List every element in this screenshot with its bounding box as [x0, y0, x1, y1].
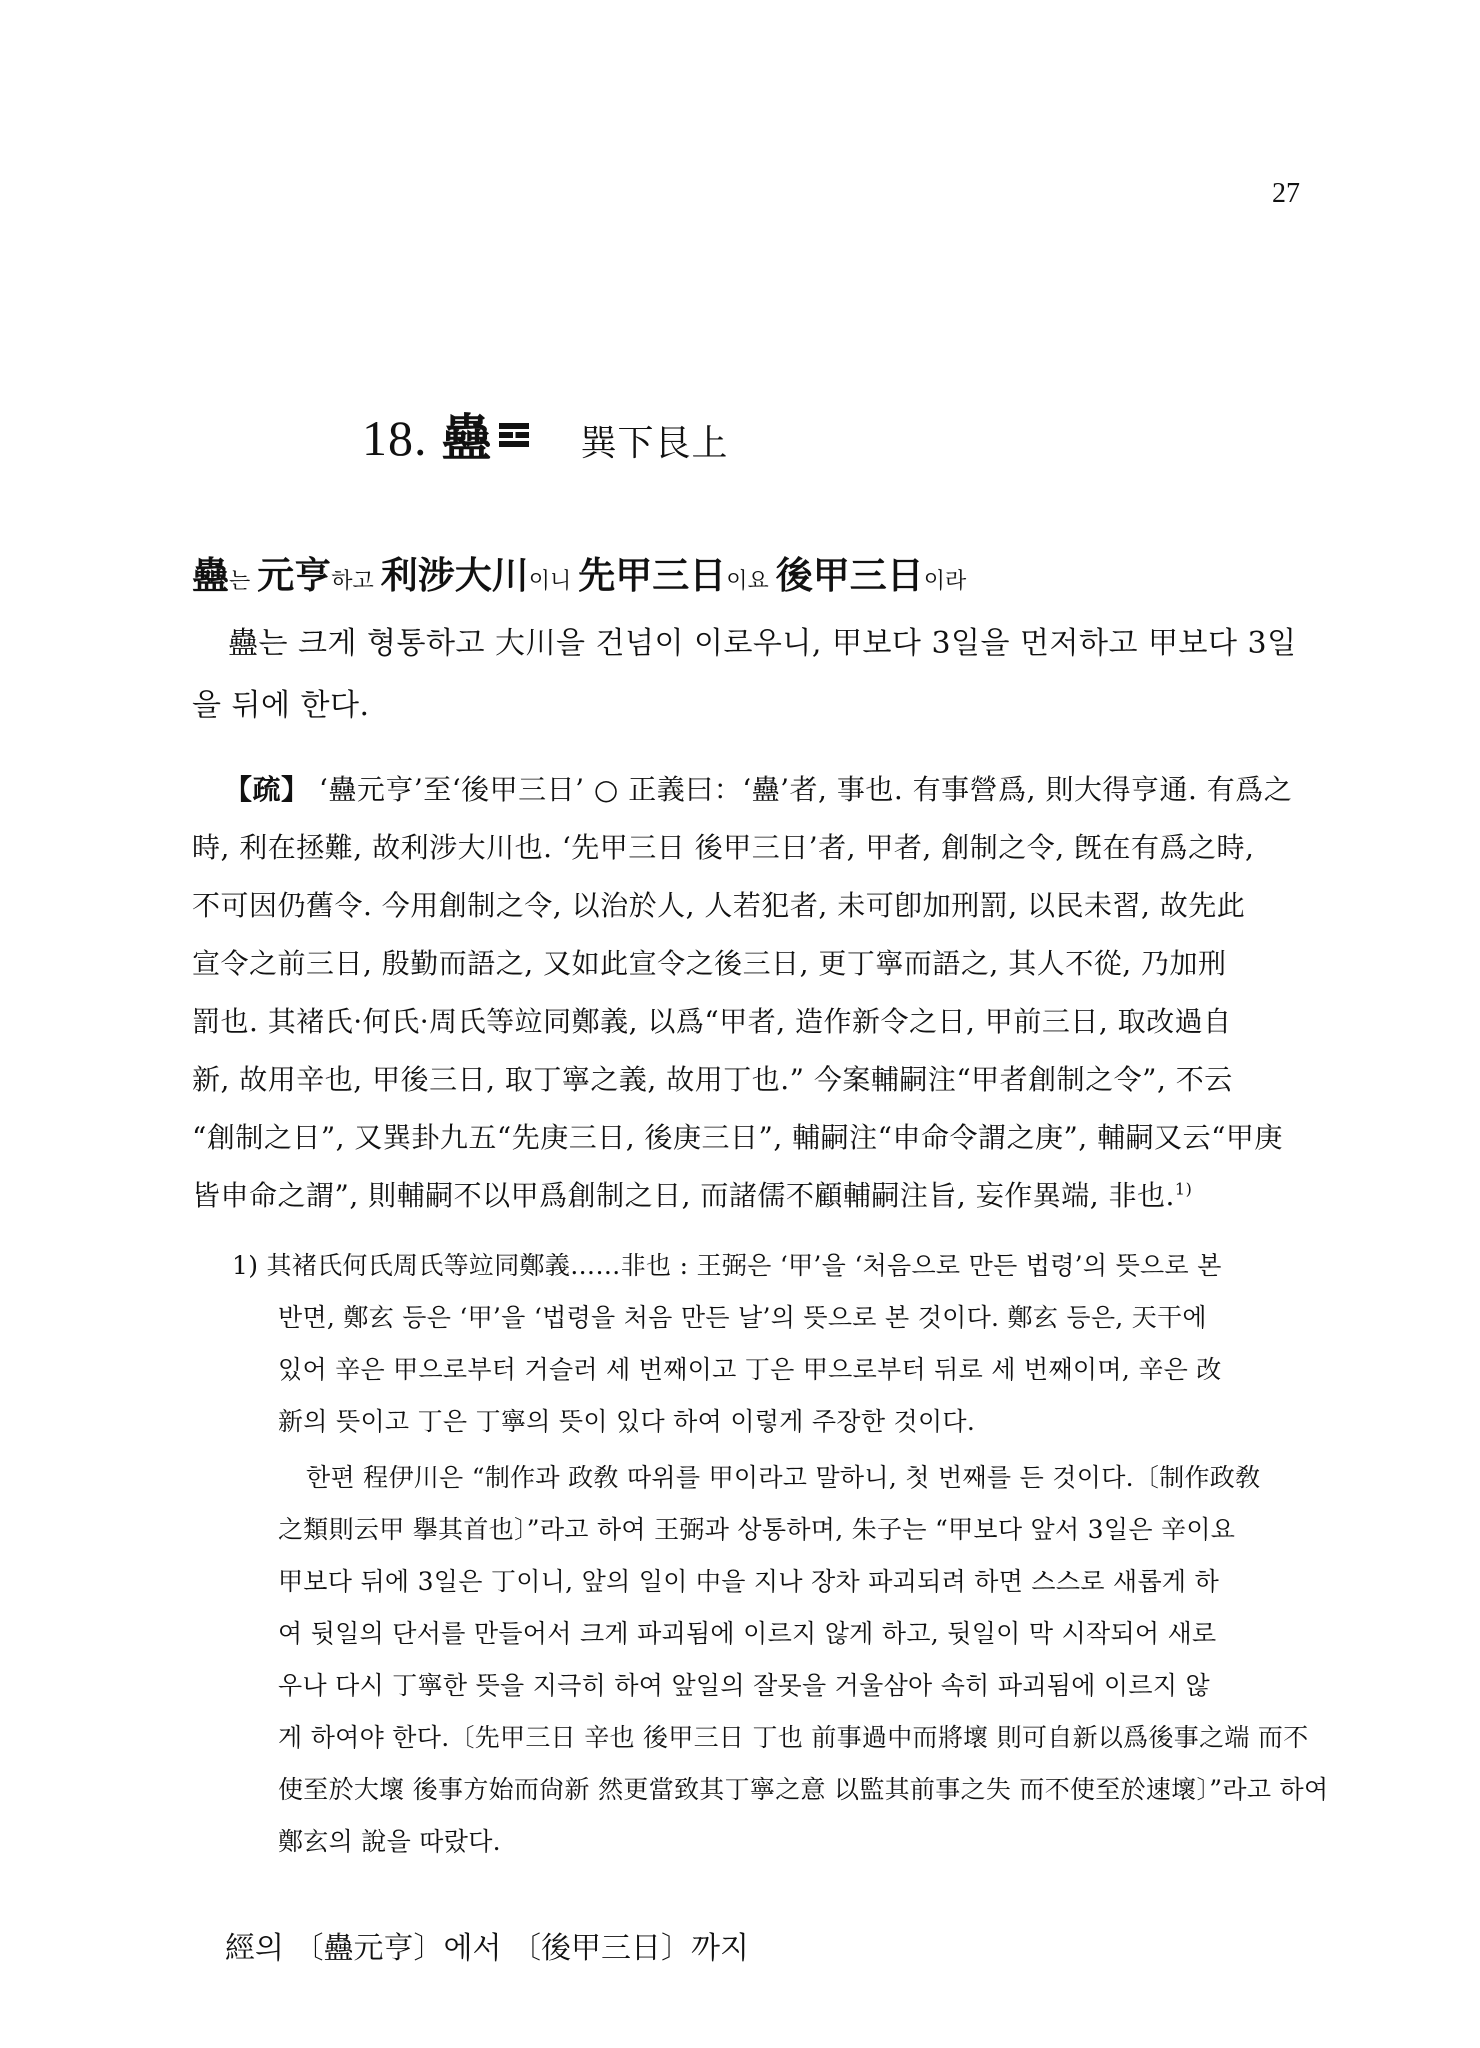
commentary-line	[224, 768, 1314, 808]
commentary-line: 宣令之前三日, 殷勤而語之, 又如此宣令之後三日, 更丁寧而語之, 其人不從, 乃加刑	[192, 947, 1227, 980]
classic-segment: 이라	[923, 569, 967, 594]
footnote-line: 使至於大壞 後事方始而尙新 然更當致其丁寧之意 以監其前事之失 而不使至於速壞〕”라고 하여	[278, 1775, 1329, 1804]
footnote-line: 之類則云甲 擧其首也〕”라고 하여 王弼과 상통하며, 朱子는 “甲보다 앞서 3일은 辛이요	[278, 1515, 1236, 1544]
classic-segment: 하고	[331, 569, 381, 594]
page-number: 27	[1272, 178, 1300, 209]
classic-segment: 後甲三日	[775, 553, 924, 597]
footnote-line: 있어 辛은 甲으로부터 거슬러 세 번째이고 丁은 甲으로부터 뒤로 세 번째이며, 辛은 改	[278, 1355, 1222, 1384]
translation-line: 蠱는 크게 형통하고 大川을 건넘이 이로우니, 甲보다 3일을 먼저하고 甲보다 3일	[228, 626, 1297, 661]
classic-segment: 先甲三日	[578, 553, 727, 597]
footnote-line	[232, 1246, 1292, 1282]
classic-segment: 利涉大川	[380, 553, 529, 597]
footnote-line: 甲보다 뒤에 3일은 丁이니, 앞의 일이 中을 지나 장차 파괴되려 하면 스스로 새롭게 하	[278, 1567, 1220, 1596]
classic-segment: 이요	[726, 569, 776, 594]
commentary-line: 新, 故用辛也, 甲後三日, 取丁寧之義, 故用丁也.” 今案輔嗣注“甲者創制之令”, 不云	[192, 1063, 1233, 1096]
classic-text	[192, 545, 966, 599]
classic-segment: 이니	[528, 569, 579, 594]
footnote-line: 반면, 鄭玄 등은 ‘甲’을 ‘법령을 처음 만든 날’의 뜻으로 본 것이다. 鄭玄 등은, 天干에	[278, 1303, 1207, 1332]
chapter-number: 18.	[362, 410, 428, 466]
commentary-text: ‘蠱元亨’至‘後甲三日’ ○ 正義曰：‘蠱’者, 事也. 有事營爲, 則大得亨通. 有爲之	[318, 773, 1293, 806]
chapter-subtitle: 巽下艮上	[580, 423, 729, 464]
commentary-text: 皆申命之謂”, 則輔嗣不以甲爲創制之日, 而諸儒不顧輔嗣注旨, 妄作異端, 非也.	[192, 1179, 1175, 1212]
footnote-text: 其褚氏何氏周氏等竝同鄭義……非也 : 王弼은 ‘甲’을 ‘처음으로 만든 법령’의 뜻으로 본	[266, 1251, 1222, 1280]
commentary-line	[192, 1174, 1282, 1214]
footnote-line: 한편 程伊川은 “制作과 政敎 따위를 甲이라고 말하니, 첫 번째를 든 것이다.〔制作政敎	[306, 1463, 1261, 1492]
footnote-line: 여 뒷일의 단서를 만들어서 크게 파괴됨에 이르지 않게 하고, 뒷일이 막 시작되어 새로	[278, 1619, 1217, 1648]
commentary-line: “創制之日”, 又巽卦九五“先庚三日, 後庚三日”, 輔嗣注“申命令謂之庚”, 輔嗣又云“甲庚	[192, 1121, 1283, 1154]
classic-segment: 는	[229, 569, 258, 594]
hexagram-gu-icon	[499, 423, 529, 453]
footnote-line: 게 하여야 한다.〔先甲三日 辛也 後甲三日 丁也 前事過中而將壞 則可自新以爲後事之端 而不	[278, 1723, 1309, 1752]
commentary-line: 罰也. 其褚氏·何氏·周氏等竝同鄭義, 以爲“甲者, 造作新令之日, 甲前三日, 取改過自	[192, 1005, 1232, 1038]
classic-segment: 元亨	[257, 553, 332, 597]
commentary-label: 【疏】	[224, 773, 310, 806]
chapter-name: 蠱	[441, 408, 493, 467]
commentary-line: 不可因仍舊令. 今用創制之令, 以治於人, 人若犯者, 未可卽加刑罰, 以民未習, 故先此	[192, 889, 1246, 922]
section-caption: 經의 〔蠱元亨〕에서 〔後甲三日〕까지	[225, 1931, 749, 1966]
footnote-line: 우나 다시 丁寧한 뜻을 지극히 하여 앞일의 잘못을 거울삼아 속히 파괴됨에 이르지 않	[278, 1671, 1210, 1700]
footnote-reference[interactable]: 1)	[1174, 1179, 1193, 1199]
classic-segment: 蠱	[192, 553, 229, 597]
translation-line: 을 뒤에 한다.	[192, 688, 370, 723]
chapter-title	[362, 398, 729, 470]
footnote-marker: 1)	[232, 1251, 259, 1280]
footnote-line: 鄭玄의 說을 따랐다.	[278, 1827, 501, 1856]
commentary-line: 時, 利在拯難, 故利涉大川也. ‘先甲三日 後甲三日’者, 甲者, 創制之令, 旣在有爲之時,	[192, 831, 1255, 864]
footnote-line: 新의 뜻이고 丁은 丁寧의 뜻이 있다 하여 이렇게 주장한 것이다.	[278, 1407, 976, 1436]
